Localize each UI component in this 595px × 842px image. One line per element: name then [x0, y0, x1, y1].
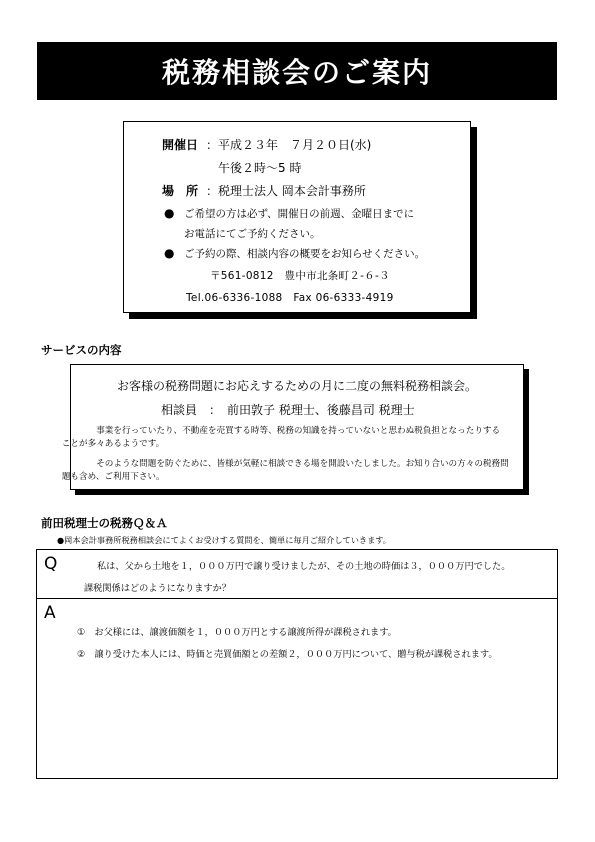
consultants: 相談員 ： 前田敦子 税理士、後藤昌司 税理士: [161, 403, 415, 417]
note1-line2: お電話にてご予約ください。: [184, 228, 321, 240]
event-info-box: [123, 121, 471, 313]
date-sep: ：: [206, 138, 219, 152]
page-title: 税務相談会のご案内: [37, 42, 557, 100]
question-line1: 私は、父から土地を１，０００万円で譲り受けましたが、その土地の時価は３，０００万円でした。: [97, 561, 511, 572]
qa-note: ●岡本会計事務所税務相談会にてよくお受けする質問を、簡単に毎月ご紹介していきます。: [57, 535, 391, 545]
para1-line1: 事業を行っていたり、不動産を売買する時等、税務の知識を持っていないと思わぬ税負担となったりする: [96, 426, 501, 436]
place-value: 税理士法人 岡本会計事務所: [218, 184, 366, 198]
service-para1: [61, 425, 517, 451]
service-box: [61, 364, 524, 490]
place-sep: ：: [206, 184, 219, 198]
service-lead: お客様の税務問題にお応えするための月に二度の無料税務相談会。: [116, 379, 477, 393]
place-row: [162, 182, 366, 199]
date-value: 平成２３年 ７月２０日(水): [218, 138, 372, 152]
answer-item1: ① お父様には、譲渡価額を１，０００万円とする譲渡所得が課税されます。: [77, 627, 397, 638]
time-value: 午後２時～5 時: [218, 161, 302, 175]
qa-heading: 前田税理士の税務Ｑ＆Ａ: [41, 516, 168, 530]
contact: Tel.06-6336-1088 Fax 06-6333-4919: [186, 292, 394, 304]
note2: ご予約の際、相談内容の概要をお知らせください。: [184, 248, 426, 260]
bullet-icon: ●: [164, 246, 175, 260]
date-row: [162, 136, 371, 153]
service-heading: サービスの内容: [41, 343, 122, 357]
question-letter: Q: [44, 554, 58, 574]
question-line2: 課税関係はどのようになりますか？: [84, 583, 231, 594]
answer-letter: A: [44, 603, 56, 623]
address: 〒561-0812 豊中市北条町２-６-３: [210, 270, 390, 282]
note1-line1: ご希望の方は必ず、開催日の前週、金曜日までに: [184, 208, 415, 220]
para2-line2: 題も含め、ご利用下さい。: [61, 472, 165, 482]
bullet-icon: ●: [164, 206, 175, 220]
answer-item2: ② 譲り受けた本人には、時価と売買価額との差額２，０００万円について、贈与税が課税されます。: [77, 649, 498, 660]
para1-line2: ことが多々あるようです。: [61, 439, 165, 449]
date-label: 開催日: [162, 138, 199, 152]
place-label: 場 所: [162, 184, 199, 198]
service-para2: [61, 458, 517, 484]
para2-line1: そのような問題を防ぐために、皆様が気軽に相談できる場を開設いたしました。お知り合いの方々の税務問: [96, 459, 509, 469]
qa-divider: [37, 598, 557, 599]
qa-frame: [36, 549, 558, 779]
